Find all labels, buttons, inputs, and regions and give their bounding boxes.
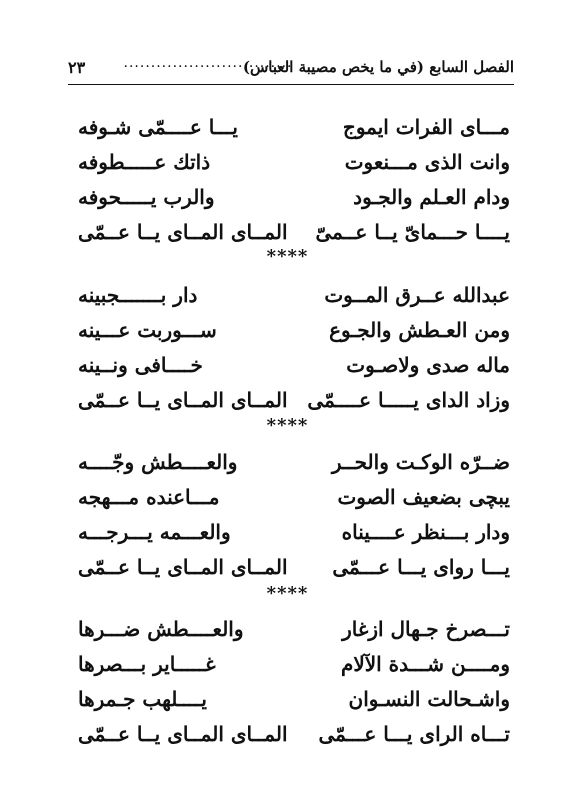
stanza-separator: **** xyxy=(266,583,309,604)
verse-second-hemistich: مـــاعنده مـــهجه xyxy=(78,485,220,509)
verse-second-hemistich: والعــــطش وجّــــه xyxy=(78,450,238,474)
verse-line xyxy=(70,112,510,147)
verse-first-hemistich: وزاد الداى يـــــا عــــمّى xyxy=(307,388,510,412)
verse-second-hemistich: غـــــاير بـــصرها xyxy=(78,652,216,676)
verse-first-hemistich: تـــصرخ جـهال ازغار xyxy=(342,617,510,641)
verse-second-hemistich: دار بـــــــجبينه xyxy=(78,283,198,307)
stanza-3 xyxy=(70,447,510,587)
stanza-1 xyxy=(70,112,510,252)
stanza-separator: **** xyxy=(266,415,309,436)
verse-first-hemistich: ودام العـلم والجـود xyxy=(353,185,510,209)
verse-second-hemistich: ســـوربت عـــينه xyxy=(78,318,217,342)
verse-first-hemistich: ماله صدى ولاصـوت xyxy=(346,353,510,377)
verse-line xyxy=(70,649,510,684)
verse-second-hemistich: خــــافى ونــينه xyxy=(78,353,203,377)
verse-first-hemistich: واشـحالت النسـوان xyxy=(348,687,510,711)
verse-second-hemistich: والعـــمه يـــرجـــه xyxy=(78,520,231,544)
verse-first-hemistich: ودار بـــنظر عــــيناه xyxy=(341,520,510,544)
verse-line xyxy=(70,315,510,350)
verse-line xyxy=(70,614,510,649)
verse-first-hemistich: ضــرّه الوكـت والحــر xyxy=(331,450,510,474)
stanza-2 xyxy=(70,280,510,420)
verse-first-hemistich: تـــاه الراى يـــا عـــمّى xyxy=(318,722,510,746)
stanza-separator: **** xyxy=(266,246,309,267)
verse-second-hemistich: المــاى المــاى يــا عــمّى xyxy=(78,388,288,412)
chapter-title: الفصل السابع (في ما يخص مصيبة العباس) xyxy=(242,58,514,76)
verse-line xyxy=(70,482,510,517)
verse-line xyxy=(70,147,510,182)
verse-line xyxy=(70,684,510,719)
running-header xyxy=(68,52,514,82)
verse-first-hemistich: ومن العـطش والجـوع xyxy=(329,318,510,342)
verse-first-hemistich: مـــاى الفرات ايموج xyxy=(342,115,510,139)
verse-line xyxy=(70,350,510,385)
verse-line xyxy=(70,447,510,482)
verse-first-hemistich: عبدالله عــرق المــوت xyxy=(324,283,510,307)
page-number: ٢٣ xyxy=(68,58,86,77)
stanza-4 xyxy=(70,614,510,754)
verse-second-hemistich: يـــا عــــمّى شـوفه xyxy=(78,115,238,139)
verse-line xyxy=(70,280,510,315)
header-rule xyxy=(68,84,514,85)
verse-second-hemistich: المــاى المــاى يــا عــمّى xyxy=(78,220,288,244)
verse-first-hemistich: يبچى بضعيف الصوت xyxy=(337,485,510,509)
verse-second-hemistich: المــاى المــاى يــا عــمّى xyxy=(78,555,288,579)
verse-second-hemistich: المــاى المــاى يــا عــمّى xyxy=(78,722,288,746)
verse-first-hemistich: ومــــن شـــدة الآلام xyxy=(340,652,510,676)
verse-second-hemistich: والعــــطش ضـــرها xyxy=(78,617,244,641)
verse-line xyxy=(70,182,510,217)
verse-second-hemistich: ذاتك عـــــطوفه xyxy=(78,150,211,174)
leader-dots: ............................... xyxy=(123,55,293,71)
verse-second-hemistich: يــــلهب جـمرها xyxy=(78,687,207,711)
verse-first-hemistich: وانت الذى مـــنعوت xyxy=(344,150,510,174)
verse-line xyxy=(70,517,510,552)
verse-line xyxy=(70,552,510,587)
verse-line xyxy=(70,719,510,754)
verse-first-hemistich: يــــا حـــماىّ يــا عــمىّ xyxy=(315,220,510,244)
verse-second-hemistich: والرب يـــــحوفه xyxy=(78,185,215,209)
verse-first-hemistich: يـــا رواى يـــا عـــمّى xyxy=(332,555,510,579)
